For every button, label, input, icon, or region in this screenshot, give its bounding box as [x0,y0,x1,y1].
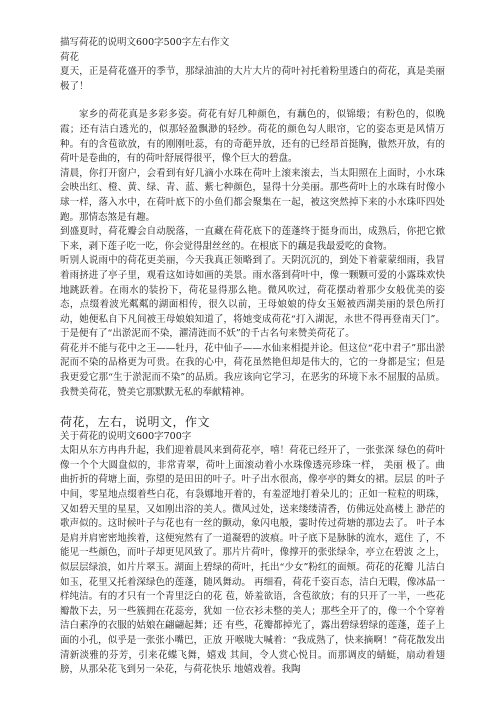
paragraph-intro: 夏天，正是荷花盛开的季节，那绿油油的大片大片的荷叶衬托着粉里透白的荷花，真是美丽极了！ [60,66,445,92]
second-article-title: 关于荷花的说明文600字700字 [60,431,192,443]
paragraph-lotus-pond: 太阳从东方冉冉升起，我们迎着晨风来到荷花亭，嘻！荷花已经开了，一张张深 绿色的荷叶像一个个大圆盘似的，非常青翠，荷叶上面滚动着小水珠像透亮珍珠一样， 美丽 极了。曲曲折折的荷塘上面，弥望的是田田的叶子。叶子出水很高，像亭亭的舞女的裙。层层 的叶子中间，零星地点缀着些白花，有袅娜地开着的，有羞涩地打着朵儿的；正如一粒粒的明珠，又如碧天里的星星，又如刚出浴的美人。微风过处，送来缕缕清香，仿佛远处高楼上 渺茫的歌声似的。这时候叶子与花也有一丝的颤动，象闪电般，霎时传过荷塘的那边去了。 叶子本是肩并肩密密地挨着，这便宛然有了一道凝碧的波痕。叶子底下是脉脉的流水，遮住 了，不能见一些颜色，而叶子却更见风致了。那片片荷叶，像撑开的张张绿伞，亭立在碧波 之上，似层层绿浪，如片片翠玉。湖面上碧绿的荷叶，托出“少女”粉红的面颊。荷花的花瓣 儿洁白如玉，花里又托着深绿色的莲蓬，随风舞动。 再细看，荷花千姿百态，洁白无暇，像冰晶一样纯洁。有的才只有一个青里泛白的花 苞，娇羞欲语，含苞欲放；有的只开了一半，一些花瓣散下去，另一些簇拥在花蕊旁，犹如 一位衣衫未整的美人；那些全开了的，像一个个穿着洁白素净的衣服的姑娘在翩翩起舞；还 有些，花瓣都掉光了，露出碧绿碧绿的莲蓬，莲子上面的小孔，似乎是一张张小嘴巴，正放 开喉咙大喊着：“我成熟了，快来摘啊！”荷花散发出清新淡雅的芬芳，引来花蝶飞舞，嬉戏 其间，令人赏心悦目。而那调皮的蜻蜓，扇动着翅膀，从那朵花飞到另一朵花，与荷花快乐 地嬉戏着。我陶 [60,445,445,676]
keyword-tags: 荷花，左右，说明文，作文 [60,415,211,430]
paragraph-praise: 荷花并不能与花中之王——牡丹，花中仙子——水仙来相提并论。但这位“花中君子”那出淤泥而不染的品格更为可贵。在我的心中，荷花虽然艳但却是伟大的，它的一身都是宝；但是我更爱它那“生于淤泥而不染”的品质。我应该向它学习，在恶劣的环境下永不屈服的品质。我赞美荷花，赞美它那默默无私的奉献精神。 [60,342,445,398]
paragraph-summer: 到盛夏时，荷花瓣会自动脱落，一直藏在荷花底下的莲蓬终于挺身而出，成熟后，你把它掀下来，剥下莲子吃一吃，你会觉得甜丝丝的。在根底下的藕是我最爱吃的食物。 [60,226,445,252]
paragraph-morning: 清晨，你打开窗户，会看到有好几滴小水珠在荷叶上滚来滚去，当太阳照在上面时，小水珠会映出红、橙、黄、绿、青、蓝、紫七种颜色，显得十分美丽。那些荷叶上的水珠有时像小球一样，落入水中，在荷叶底下的小鱼们都会聚集在一起，被这突然掉下来的小水珠吓四处跑。那情态煞是有趣。 [60,167,445,223]
paragraph-rain: 听别人说雨中的荷花更美丽，今天我真正领略到了。天阴沉沉的，到处下着蒙蒙细雨，我冒着雨挤进了亭子里，观看这如诗如画的美景。雨水落到荷叶中，像一颗颗可爱的小露珠欢快地跳跃着。在雨水的装扮下，荷花显得那么艳。微风吹过，荷花摆动着那少女般优美的姿态，点缀着波光粼粼的湖面相传，很久以前，王母娘娘的侍女玉姬被西湖美丽的景色所打动，她便私自下凡间被王母娘娘知道了，将她变成荷花“打入湖泥，永世不得再登南天门”。于是便有了“出淤泥而不染，濯清涟而不妖”的千古名句来赞美荷花了。 [60,255,445,340]
section-gap [60,400,445,414]
article-title: 描写荷花的说明文600字500字左右作文 [60,37,230,48]
paragraph-gap [60,94,445,108]
article-subtitle: 荷花 [60,51,80,63]
paragraph-colors: 家乡的荷花真是多彩多姿。荷花有好几种颜色，有藕色的，似锦缎；有粉色的，似晚霞；还有洁白透光的，似那轻盈飘渺的轻纱。荷花的颜色勾人眼帘，它的姿态更是风情万种。有的含苞欲放，有的刚刚吐蕊，有的奇葩异放，还有的已经昂首挺胸，傲然开放，有的荷叶是卷曲的，有的荷叶舒展得很平，像个巨大的碧盘。 [60,109,445,165]
